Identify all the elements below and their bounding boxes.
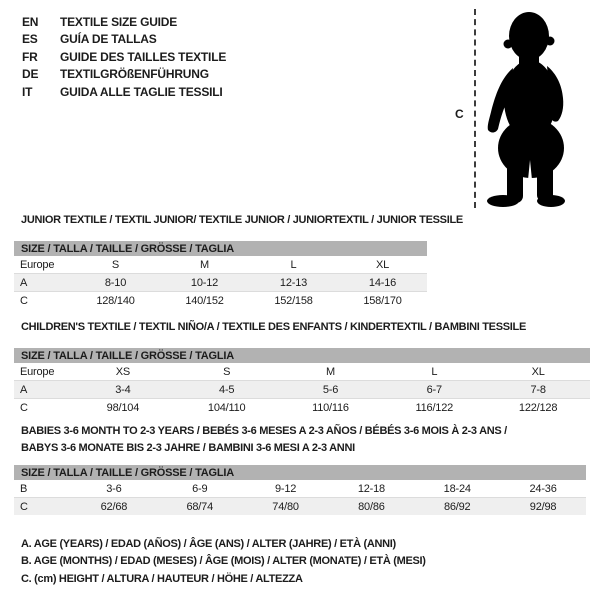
size-header-cell: SIZE / TALLA / TAILLE / GRÖSSE / TAGLIA <box>14 241 427 256</box>
legend-line: B. AGE (MONTHS) / EDAD (MESES) / ÂGE (MOIS) / ALTER (MONATE) / ETÀ (MESI) <box>21 555 426 568</box>
table-cell: 116/122 <box>382 399 486 417</box>
language-label: GUÍA DE TALLAS <box>60 32 157 47</box>
table-cell: 4-5 <box>175 381 279 399</box>
row-label: C <box>14 399 71 417</box>
silhouette-right-ear <box>546 37 555 46</box>
children-table-title <box>21 319 526 336</box>
table-cell: M <box>326 365 335 378</box>
row-label: Europe <box>20 365 55 378</box>
height-measure-label: C <box>455 107 464 121</box>
table-cell: 18-24 <box>443 482 471 495</box>
size-header-row <box>14 241 427 256</box>
table-row <box>14 363 590 381</box>
table-cell: 6-9 <box>192 482 208 495</box>
table-cell: L <box>431 365 438 378</box>
size-header-row <box>14 465 586 480</box>
table-row <box>14 274 427 292</box>
table-cell: 104/110 <box>175 399 279 417</box>
height-measure-dashed-line <box>474 9 476 208</box>
table-cell: 122/128 <box>486 399 590 417</box>
language-code: EN <box>22 15 39 29</box>
table-cell: XL <box>531 365 545 378</box>
junior-table-title <box>21 212 463 229</box>
babies-size-table <box>14 465 586 515</box>
table-title-line: CHILDREN'S TEXTILE / TEXTIL NIÑO/A / TEXTILE DES ENFANTS / KINDERTEXTIL / BAMBINI TESSILE <box>21 321 526 333</box>
table-title-line: BABYS 3-6 MONATE BIS 2-3 JAHRE / BAMBINI 3-6 MESI A 2-3 ANNI <box>21 442 355 454</box>
babies-table-title <box>21 423 507 457</box>
table-cell: 62/68 <box>71 498 157 516</box>
table-row <box>14 292 427 310</box>
toddler-silhouette <box>481 8 573 210</box>
table-row <box>14 381 590 399</box>
language-label: GUIDA ALLE TAGLIE TESSILI <box>60 84 223 99</box>
table-row <box>14 399 590 417</box>
table-cell: M <box>200 258 209 271</box>
language-row <box>22 49 226 66</box>
table-cell: XS <box>115 365 131 378</box>
language-code: FR <box>22 49 38 64</box>
size-legend <box>21 536 426 588</box>
table-cell: 74/80 <box>243 498 329 516</box>
table-cell: 68/74 <box>157 498 243 516</box>
table-cell: 110/116 <box>279 399 383 417</box>
table-cell: 10-12 <box>160 274 249 292</box>
table-cell: 158/170 <box>338 292 427 310</box>
table-title-line: JUNIOR TEXTILE / TEXTIL JUNIOR/ TEXTILE JUNIOR / JUNIORTEXTIL / JUNIOR TESSILE <box>21 214 463 226</box>
language-row <box>22 66 226 83</box>
size-header-row <box>14 348 590 363</box>
language-row <box>22 31 226 48</box>
language-code: ES <box>22 32 38 47</box>
row-label: A <box>14 274 71 292</box>
table-cell: 86/92 <box>414 498 500 516</box>
language-title-list <box>22 14 226 101</box>
row-label: C <box>14 498 71 516</box>
junior-size-table <box>14 241 427 309</box>
row-label: Europe <box>20 258 55 271</box>
table-cell: 6-7 <box>382 381 486 399</box>
table-cell: 12-13 <box>249 274 338 292</box>
size-header-cell: SIZE / TALLA / TAILLE / GRÖSSE / TAGLIA <box>14 465 586 480</box>
table-cell: 140/152 <box>160 292 249 310</box>
table-cell: 24-36 <box>529 482 557 495</box>
language-row <box>22 84 226 101</box>
table-cell: 80/86 <box>328 498 414 516</box>
language-label: TEXTILGRÖßENFÜHRUNG <box>60 67 209 82</box>
table-cell: 98/104 <box>71 399 175 417</box>
table-cell: 3-4 <box>71 381 175 399</box>
silhouette-left-ear <box>504 40 513 49</box>
table-row <box>14 498 586 516</box>
children-size-table <box>14 348 590 416</box>
language-label: GUIDE DES TAILLES TEXTILE <box>60 49 227 64</box>
table-cell: 14-16 <box>338 274 427 292</box>
table-title-line: BABIES 3-6 MONTH TO 2-3 YEARS / BEBÉS 3-6 MESES A 2-3 AÑOS / BÉBÉS 3-6 MOIS À 2-3 ANS / <box>21 425 507 437</box>
table-cell: 8-10 <box>71 274 160 292</box>
table-cell: 152/158 <box>249 292 338 310</box>
table-cell: 5-6 <box>279 381 383 399</box>
table-cell: S <box>223 365 231 378</box>
language-code: IT <box>22 84 33 99</box>
language-label: TEXTILE SIZE GUIDE <box>60 15 178 29</box>
legend-line: C. (cm) HEIGHT / ALTURA / HAUTEUR / HÖHE / ALTEZZA <box>21 572 303 585</box>
table-cell: 7-8 <box>486 381 590 399</box>
legend-line: A. AGE (YEARS) / EDAD (AÑOS) / ÂGE (ANS) / ALTER (JAHRE) / ETÀ (ANNI) <box>21 538 396 550</box>
row-label: B <box>20 482 28 495</box>
row-label: C <box>14 292 71 310</box>
language-code: DE <box>22 67 39 82</box>
table-cell: L <box>290 258 297 271</box>
table-cell: 92/98 <box>500 498 586 516</box>
language-row <box>22 14 226 31</box>
table-cell: 12-18 <box>357 482 385 495</box>
table-cell: 3-6 <box>106 482 122 495</box>
table-row <box>14 480 586 498</box>
size-header-cell: SIZE / TALLA / TAILLE / GRÖSSE / TAGLIA <box>14 348 590 363</box>
table-cell: XL <box>375 258 390 271</box>
table-cell: 9-12 <box>274 482 297 495</box>
table-row <box>14 256 427 274</box>
table-cell: 128/140 <box>71 292 160 310</box>
table-cell: S <box>111 258 120 271</box>
row-label: A <box>14 381 71 399</box>
